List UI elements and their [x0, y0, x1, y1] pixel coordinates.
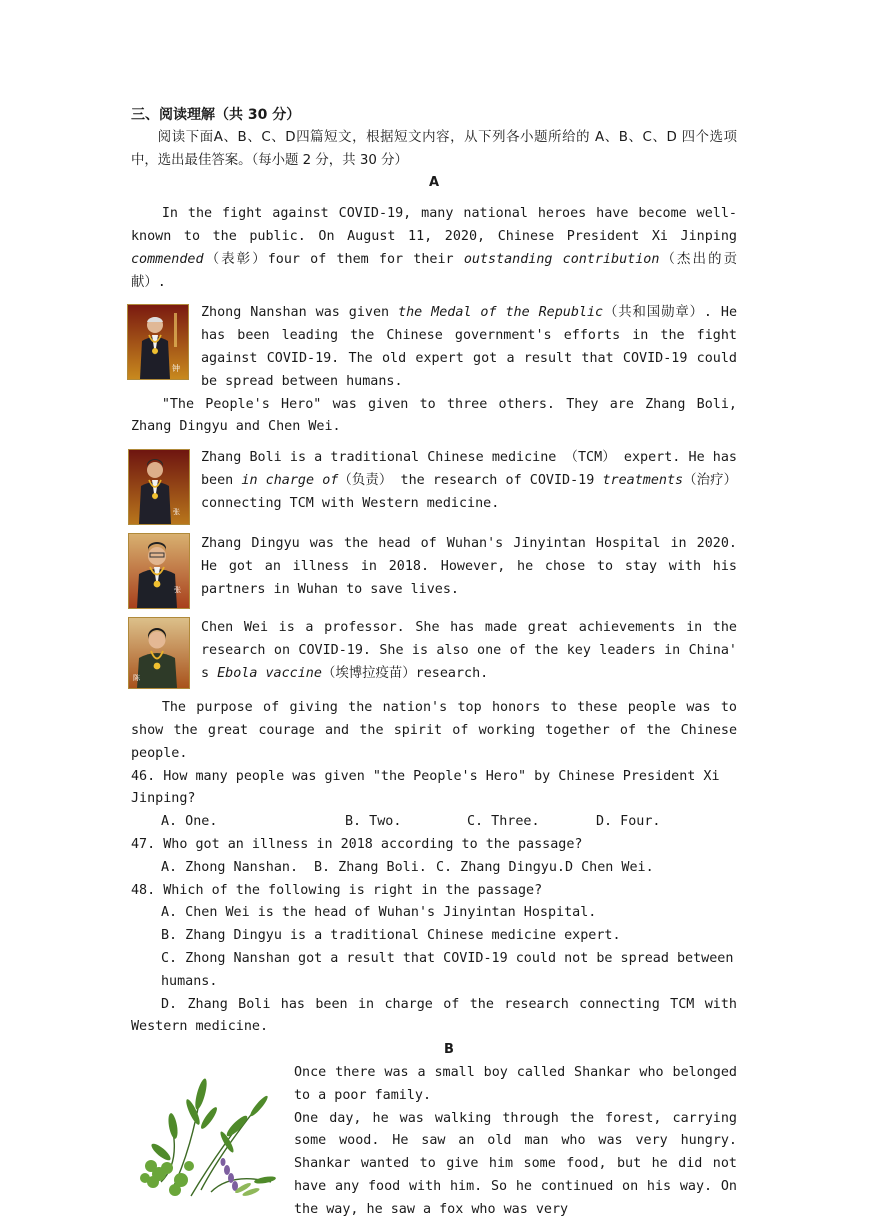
zhang-dingyu-text: Zhang Dingyu was the head of Wuhan's Jinyintan Hospital in 2020. He got an illness in 2018. However, he chose to stay with his partners in Wuhan to save lives.	[201, 536, 737, 597]
q48-option-b[interactable]: B. Zhang Dingyu is a traditional Chinese medicine expert.	[161, 928, 621, 944]
zhang-boli-photo	[128, 449, 190, 525]
chen-wei-photo	[128, 617, 190, 689]
passage-b-label: B	[444, 1042, 454, 1058]
zhong-nanshan-block	[127, 302, 737, 393]
svg-text:陈: 陈	[133, 674, 140, 683]
q46-option-b[interactable]: B. Two.	[345, 814, 402, 830]
svg-text:张: 张	[173, 508, 180, 517]
passage-b-block	[131, 1062, 737, 1222]
passage-a-label: A	[428, 175, 440, 191]
q48-stem: 48. Which of the following is right in the passage?	[131, 882, 543, 898]
zhang-dingyu-block	[128, 533, 737, 609]
svg-text:钟: 钟	[172, 364, 180, 374]
passage-b-para-1: Once there was a small boy called Shankar who belonged to a poor family.	[294, 1064, 737, 1103]
zhang-boli-block	[128, 447, 737, 525]
passage-a-purpose: The purpose of giving the nation's top honors to these people was to show the great courage and the spirit of working together of the Chinese people.	[131, 700, 737, 761]
q46-stem: 46. How many people was given "the People's Hero" by Chinese President Xi Jinping?	[131, 768, 720, 807]
q47-options	[131, 857, 737, 880]
q46-option-d[interactable]: D. Four.	[596, 814, 661, 830]
zhong-nanshan-text: Zhong Nanshan was given the Medal of the Republic（共和国勋章）. He has been leading the Chinese government's efforts in the fight against COVID-19. The old expert got a result that COVID-19 could be spread between humans.	[201, 305, 738, 389]
q48-option-c[interactable]: C. Zhong Nanshan got a result that COVID-19 could not be spread between humans.	[161, 950, 734, 989]
passage-b-text	[294, 1062, 737, 1222]
q46-option-a[interactable]: A. One.	[161, 814, 218, 830]
q48-option-d[interactable]: D. Zhang Boli has been in charge of the research connecting TCM with Western medicine.	[131, 996, 737, 1035]
q47-stem: 47. Who got an illness in 2018 according to the passage?	[131, 836, 583, 852]
svg-text:张: 张	[174, 586, 181, 595]
q48-option-a[interactable]: A. Chen Wei is the head of Wuhan's Jinyintan Hospital.	[161, 905, 597, 921]
passage-a-intro: In the fight against COVID-19, many national heroes have become well-known to the public. On August 11, 2020, Chinese President Xi Jinping commended（表彰）four of them for their outstanding contribution（杰出的贡献）.	[131, 206, 737, 290]
zhong-nanshan-photo	[127, 304, 189, 380]
q47-option-a[interactable]: A. Zhong Nanshan.	[161, 859, 299, 875]
section-instruction: 阅读下面A、B、C、D四篇短文，根据短文内容，从下列各小题所给的 A、B、C、D 四个选项中，选出最佳答案。（每小题 2 分，共 30 分）	[131, 129, 737, 168]
herb-image	[131, 1062, 294, 1202]
q47-option-d[interactable]: D Chen Wei.	[565, 859, 654, 875]
q47-option-b[interactable]: B. Zhang Boli.	[314, 859, 427, 875]
section-title: 三、阅读理解（共 30 分）	[131, 107, 301, 123]
heroes-intro: "The People's Hero" was given to three others. They are Zhang Boli, Zhang Dingyu and Chen Wei.	[131, 396, 737, 435]
q47-option-c[interactable]: C. Zhang Dingyu.	[436, 859, 565, 875]
chen-wei-text: Chen Wei is a professor. She has made great achievements in the research on COVID-19. She is also one of the key leaders in China' s Ebola vaccine（埃博拉疫苗）research.	[201, 620, 737, 681]
q46-options	[131, 811, 737, 834]
zhang-boli-text: Zhang Boli is a traditional Chinese medicine （TCM） expert. He has been in charge of（负责） the research of COVID-19 treatments（治疗）connecting TCM with Western medicine.	[201, 450, 738, 511]
exam-page	[131, 104, 737, 1221]
zhang-dingyu-photo	[128, 533, 190, 609]
chen-wei-block	[128, 617, 737, 689]
passage-b-para-2: One day, he was walking through the forest, carrying some wood. He saw an old man who was very hungry. Shankar wanted to give him some food, but he did not have any food with him. So he continued on his way. On the way, he saw a fox who was very	[294, 1110, 737, 1217]
q46-option-c[interactable]: C. Three.	[467, 814, 540, 830]
